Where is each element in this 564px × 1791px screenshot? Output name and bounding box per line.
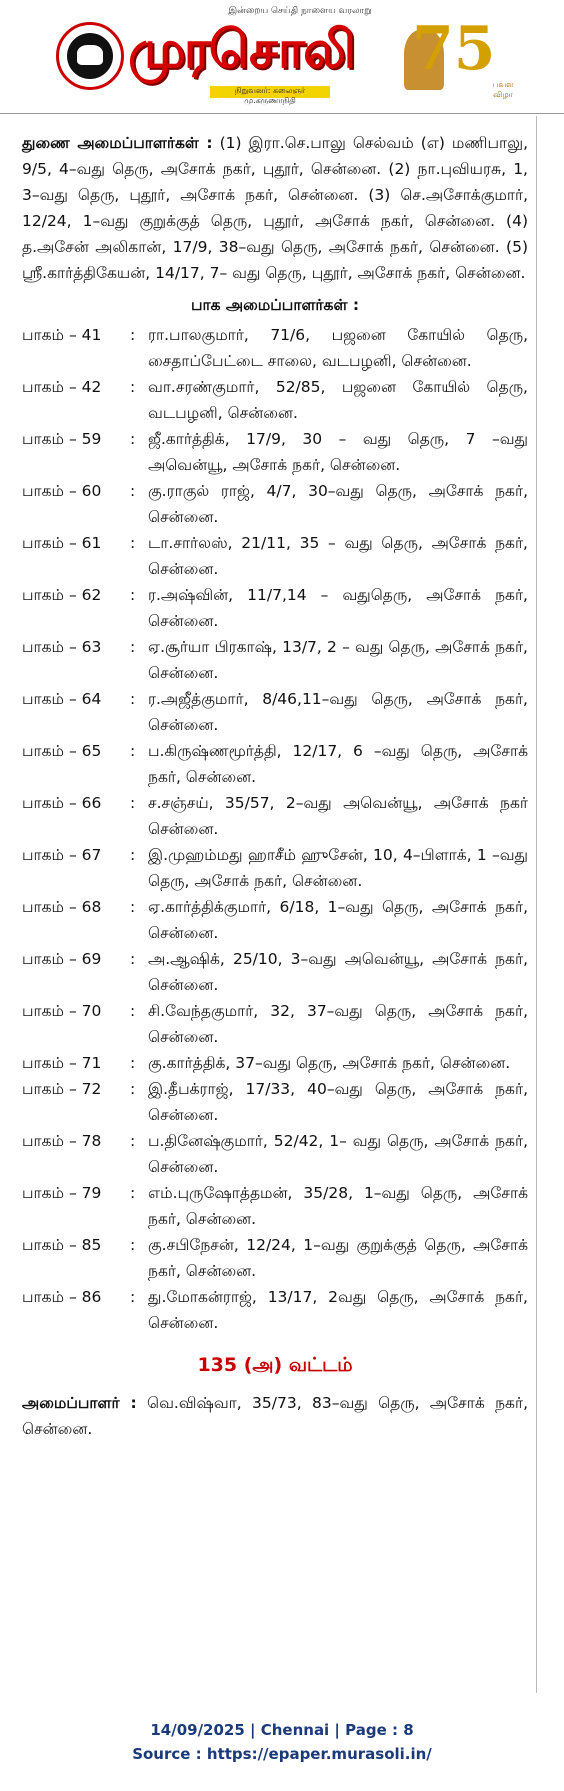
entry-text: இ.முஹம்மது ஹாசீம் ஹுசேன், 10, 4–பிளாக், 1 –வது தெரு, அசோக் நகர், சென்னை. [148, 846, 528, 890]
entry-text: ஜீ.கார்த்திக், 17/9, 30 – வது தெரு, 7 –வது அவென்யூ, அசோக் நகர், சென்னை. [148, 430, 528, 474]
entry-label: பாகம் – 65 [22, 742, 102, 760]
entry-separator: : [130, 1080, 136, 1098]
list-item [22, 530, 528, 582]
list-item [22, 1050, 528, 1076]
entry-text: சி.வேந்தகுமார், 32, 37–வது தெரு, அசோக் நகர், சென்னை. [148, 1002, 528, 1046]
footer-source-line: Source : https://epaper.murasoli.in/ [132, 1745, 432, 1763]
entry-text: எம்.புருஷோத்தமன், 35/28, 1–வது தெரு, அசோக் நகர், சென்னை. [148, 1184, 528, 1228]
organizer-label: அமைப்பாளர் : [22, 1394, 137, 1412]
entry-separator: : [130, 1002, 136, 1020]
list-item [22, 738, 528, 790]
entry-label: பாகம் – 67 [22, 846, 102, 864]
entry-label: பாகம் – 79 [22, 1184, 102, 1202]
organizer-text: வெ.விஷ்வா, 35/73, 83–வது தெரு, அசோக் நகர், சென்னை. [22, 1394, 529, 1438]
entry-separator: : [130, 1054, 136, 1072]
article-column [22, 130, 528, 1448]
entry-separator: : [130, 846, 136, 864]
deputy-organizers-text: (1) இரா.செ.பாலு செல்வம் (எ) மணிபாலு, 9/5, 4–வது தெரு, அசோக் நகர், புதூர், சென்னை. (2) நா.புவியரசு, 1, 3–வது தெரு, புதூர், அசோக் நகர், சென்னை. (3) செ.அசோக்குமார், 12/24, 1–வது குறுக்குத் தெரு, புதூர், அசோக் நகர், சென்னை. (4) த.அசேன் அலிகான், 17/9, 38–வது தெரு, அசோக் நகர், சென்னை. (5) ஸ்ரீ.கார்த்திகேயன், 14/17, 7– வது தெரு, புதூர், அசோக் நகர், சென்னை. [22, 134, 528, 282]
list-item [22, 322, 528, 374]
entry-label: பாகம் – 78 [22, 1132, 102, 1150]
list-item [22, 634, 528, 686]
entries-list [22, 322, 528, 1336]
entry-label: பாகம் – 64 [22, 690, 102, 708]
list-item [22, 1076, 528, 1128]
entry-label: பாகம் – 66 [22, 794, 102, 812]
header-divider [0, 113, 564, 114]
entry-text: வா.சரண்குமார், 52/85, பஜனை கோயில் தெரு, வடபழனி, சென்னை. [148, 378, 528, 422]
entry-separator: : [130, 690, 136, 708]
entry-label: பாகம் – 41 [22, 326, 102, 344]
entry-label: பாகம் – 42 [22, 378, 102, 396]
list-item [22, 998, 528, 1050]
ward-heading: 135 (அ) வட்டம் [197, 1354, 353, 1376]
entry-text: கு.சபிநேசன், 12/24, 1–வது குறுக்குத் தெரு, அசோக் நகர், சென்னை. [148, 1236, 528, 1280]
masthead-tagline: இன்றைய செய்தி நாளைய வரலாறு [228, 6, 372, 16]
list-item [22, 686, 528, 738]
entry-text: ஏ.சூர்யா பிரகாஷ், 13/7, 2 – வது தெரு, அசோக் நகர், சென்னை. [148, 638, 528, 682]
entry-label: பாகம் – 72 [22, 1080, 102, 1098]
masthead [0, 0, 564, 112]
entry-text: ரா.பாலகுமார், 71/6, பஜனை கோயில் தெரு, சைதாப்பேட்டை சாலை, வடபழனி, சென்னை. [148, 326, 528, 370]
entry-text: கு.கார்த்திக், 37–வது தெரு, அசோக் நகர், சென்னை. [148, 1054, 511, 1072]
entry-separator: : [130, 794, 136, 812]
entry-label: பாகம் – 70 [22, 1002, 102, 1020]
entry-separator: : [130, 430, 136, 448]
entry-label: பாகம் – 63 [22, 638, 102, 656]
organizer-paragraph [22, 1390, 528, 1442]
entry-label: பாகம் – 69 [22, 950, 102, 968]
anniversary-number: 75 [412, 14, 496, 84]
entry-label: பாகம் – 61 [22, 534, 102, 552]
emblem-logo-icon [56, 22, 124, 90]
footer-date-line: 14/09/2025 | Chennai | Page : 8 [150, 1721, 414, 1739]
entry-separator: : [130, 1132, 136, 1150]
list-item [22, 478, 528, 530]
entry-separator: : [130, 742, 136, 760]
entry-separator: : [130, 1184, 136, 1202]
entry-separator: : [130, 378, 136, 396]
list-item [22, 842, 528, 894]
entry-separator: : [130, 534, 136, 552]
entry-separator: : [130, 898, 136, 916]
list-item [22, 1180, 528, 1232]
entry-separator: : [130, 482, 136, 500]
entry-separator: : [130, 1236, 136, 1254]
entry-label: பாகம் – 68 [22, 898, 102, 916]
entry-text: ப.தினேஷ்குமார், 52/42, 1– வது தெரு, அசோக் நகர், சென்னை. [148, 1132, 528, 1176]
entry-label: பாகம் – 86 [22, 1288, 102, 1306]
anniversary-label: பவள விழா [492, 80, 514, 99]
entry-text: அ.ஆஷிக், 25/10, 3–வது அவென்யூ, அசோக் நகர், சென்னை. [148, 950, 528, 994]
entry-label: பாகம் – 85 [22, 1236, 102, 1254]
entry-separator: : [130, 586, 136, 604]
entry-text: ஏ.கார்த்திக்குமார், 6/18, 1–வது தெரு, அசோக் நகர், சென்னை. [148, 898, 528, 942]
entry-separator: : [130, 1288, 136, 1306]
entry-text: ப.கிருஷ்ணமூர்த்தி, 12/17, 6 –வது தெரு, அசோக் நகர், சென்னை. [148, 742, 528, 786]
entry-text: து.மோகன்ராஜ், 13/17, 2வது தெரு, அசோக் நகர், சென்னை. [148, 1288, 528, 1332]
entry-label: பாகம் – 60 [22, 482, 102, 500]
entry-separator: : [130, 950, 136, 968]
list-item [22, 374, 528, 426]
entry-text: டா.சார்லஸ், 21/11, 35 – வது தெரு, அசோக் நகர், சென்னை. [148, 534, 528, 578]
section-heading: பாக அமைப்பாளர்கள் : [190, 296, 360, 314]
entry-label: பாகம் – 59 [22, 430, 102, 448]
entry-label: பாகம் – 62 [22, 586, 102, 604]
entry-text: ர.அஷ்வின், 11/7,14 – வதுதெரு, அசோக் நகர், சென்னை. [148, 586, 528, 630]
list-item [22, 426, 528, 478]
list-item [22, 894, 528, 946]
column-rule [536, 116, 537, 1696]
entry-text: இ.தீபக்ராஜ், 17/33, 40–வது தெரு, அசோக் நகர், சென்னை. [148, 1080, 528, 1124]
footer [0, 1693, 564, 1791]
entry-label: பாகம் – 71 [22, 1054, 102, 1072]
entry-text: ர.அஜீத்குமார், 8/46,11–வது தெரு, அசோக் நகர், சென்னை. [148, 690, 528, 734]
deputy-organizers-paragraph [22, 130, 528, 286]
entry-separator: : [130, 638, 136, 656]
entry-text: ச.சஞ்சய், 35/57, 2–வது அவென்யூ, அசோக் நகர் சென்னை. [148, 794, 528, 838]
newspaper-title: முரசொலி [128, 20, 354, 80]
list-item [22, 1284, 528, 1336]
deputy-organizers-label: துணை அமைப்பாளர்கள் : [22, 134, 213, 152]
list-item [22, 1128, 528, 1180]
masthead-subtitle: நிறுவனர்: கலைஞர் மு.கருணாநிதி [210, 86, 330, 98]
entry-separator: : [130, 326, 136, 344]
list-item [22, 790, 528, 842]
list-item [22, 1232, 528, 1284]
list-item [22, 582, 528, 634]
list-item [22, 946, 528, 998]
entry-text: கு.ராகுல் ராஜ், 4/7, 30–வது தெரு, அசோக் நகர், சென்னை. [148, 482, 528, 526]
